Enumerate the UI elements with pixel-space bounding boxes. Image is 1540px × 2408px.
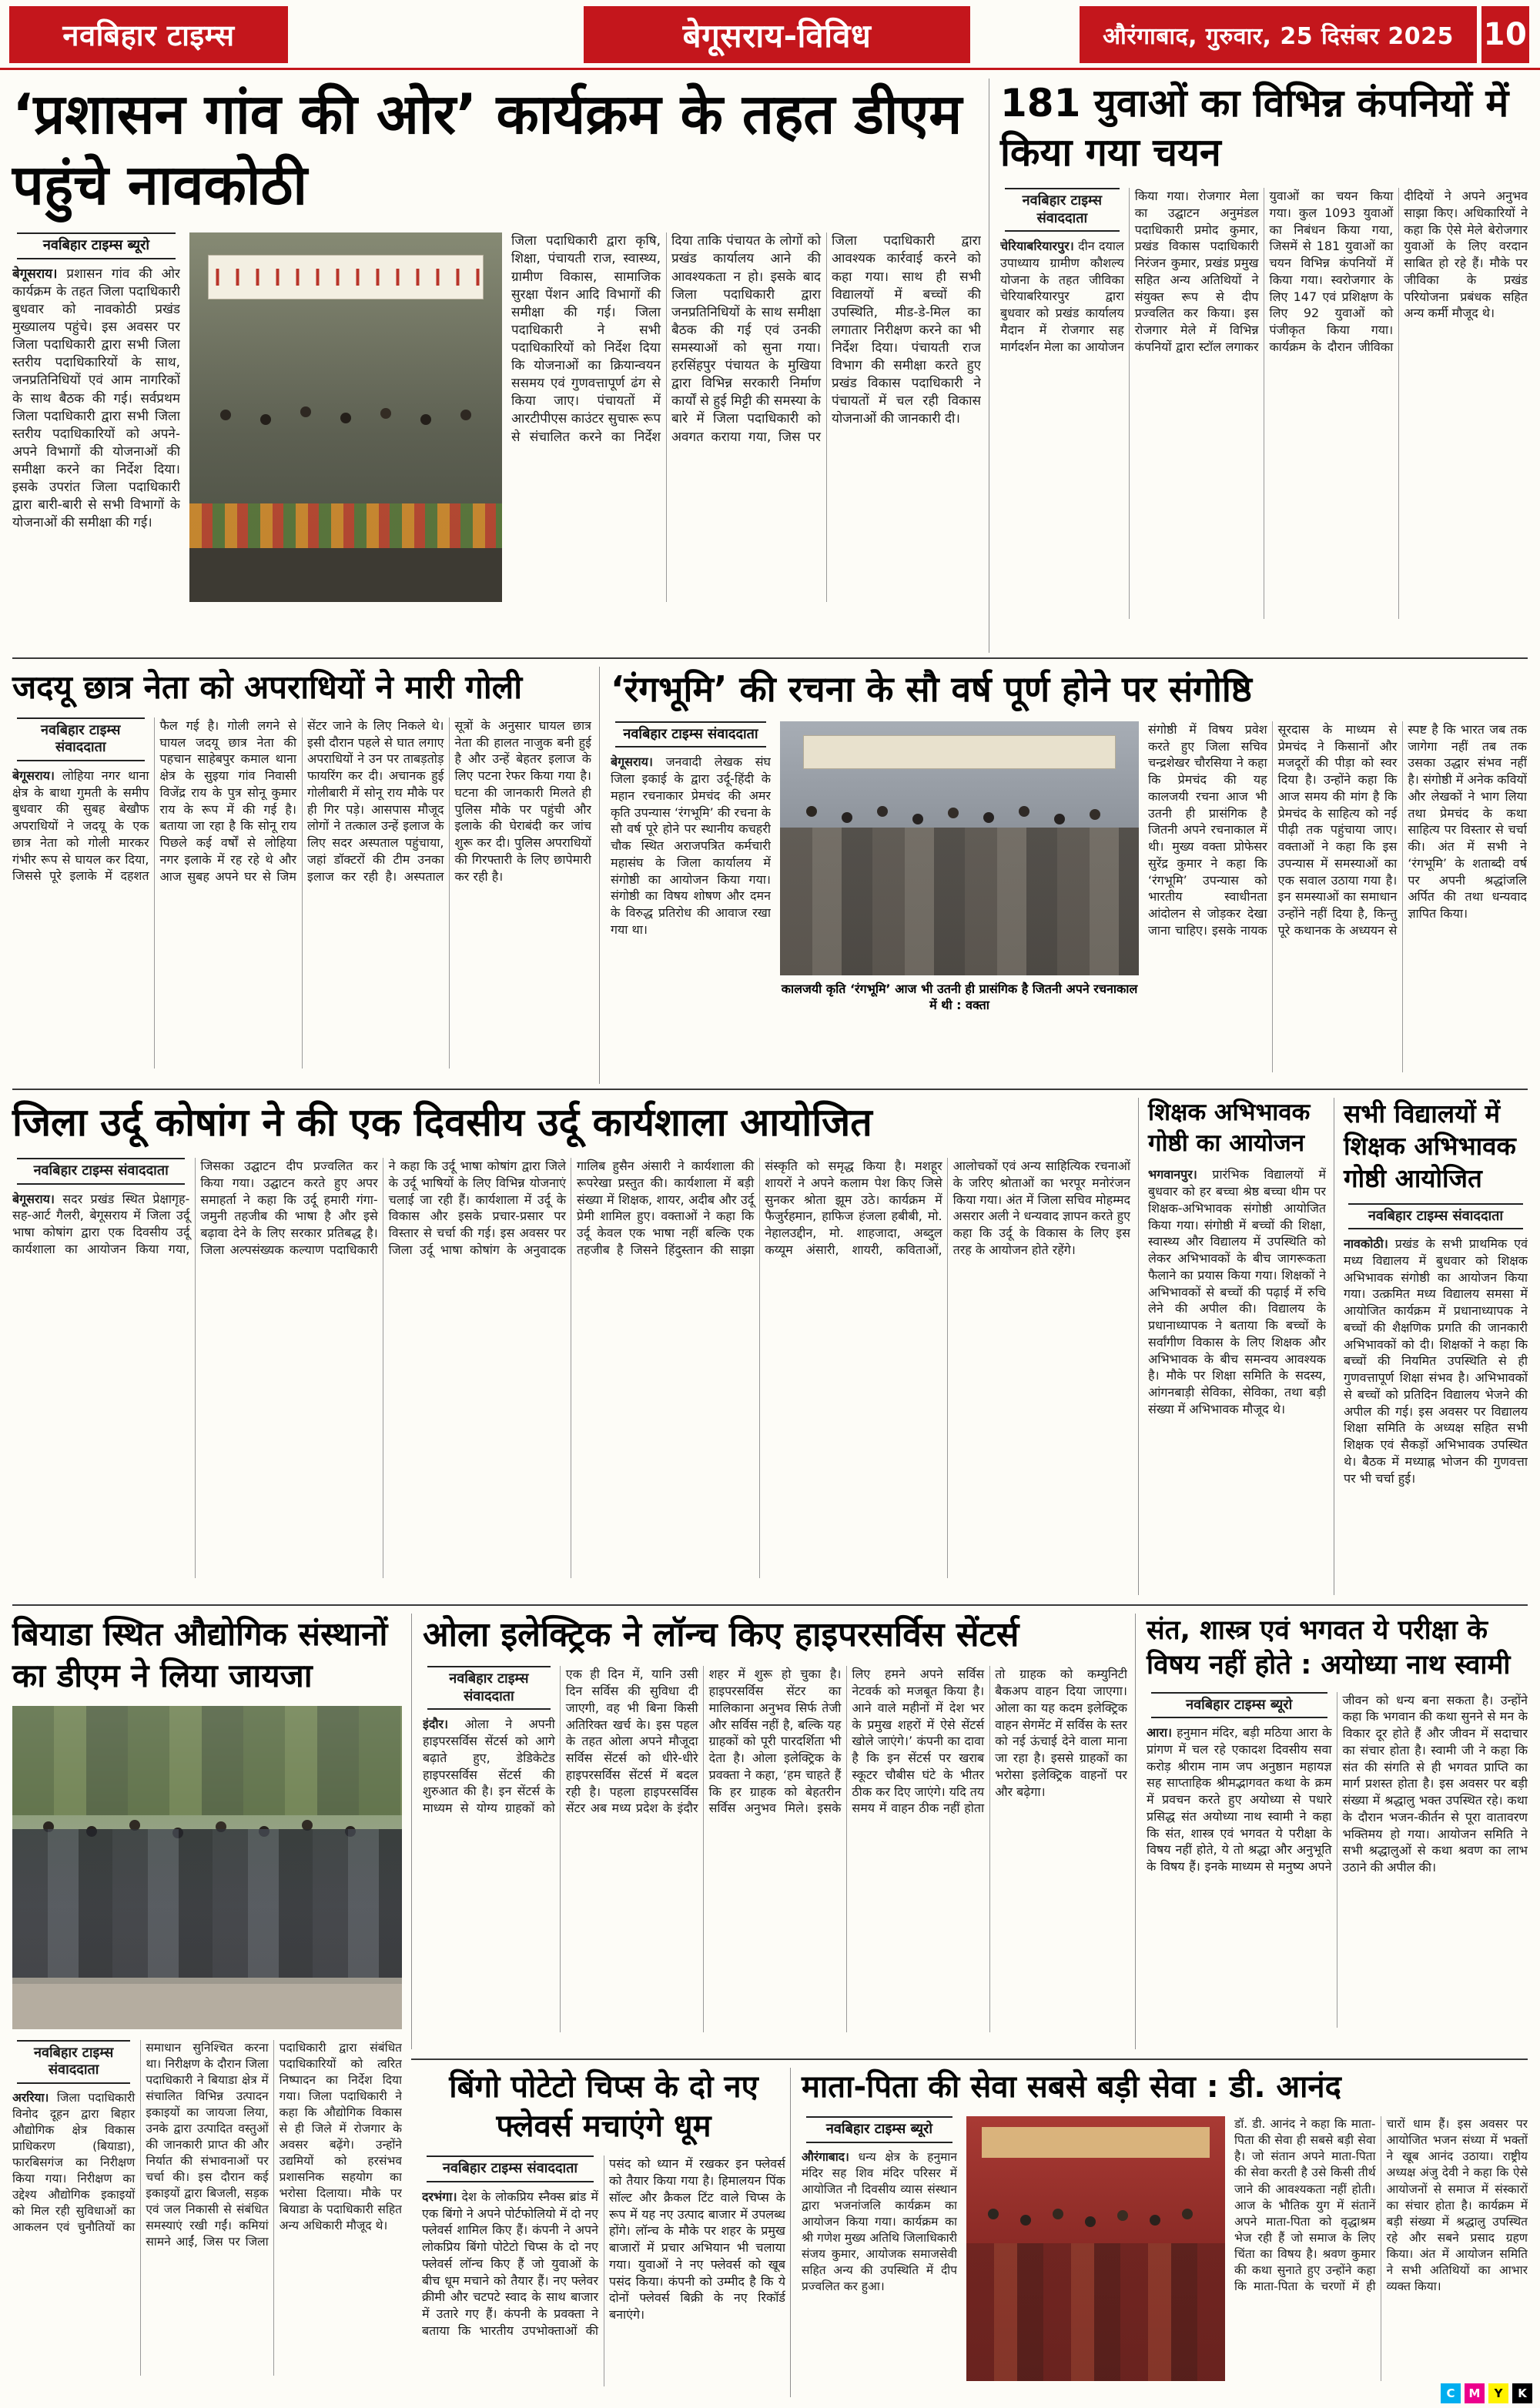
section-divider [12, 1089, 1528, 1090]
article-sant-pravachan [1135, 1614, 1528, 2049]
flower-garlands [189, 503, 502, 548]
people-silhouettes [220, 410, 231, 420]
article-headline: सभी विद्यालयों में शिक्षक अभिभावक गोष्ठी आयोजित [1344, 1099, 1516, 1194]
cyan-mark: C [1441, 2383, 1461, 2403]
article-byline: नवबिहार टाइम्स ब्यूरो [17, 232, 176, 259]
article-text: नवबिहार टाइम्स संवाददाता नावकोठी। प्रखंड के सभी प्राथमिक एवं मध्य विद्यालय में बुधवार को शिक्षक अभिभावक संगोष्ठी का आयोजन किया गया। उत्क्रमित मध्य विद्यालय समसा में आयोजित कार्यक्रम में प्रधानाध्यापक ने बच्चों की शैक्षणिक प्रगति की जानकारी अभिभावकों को दी। शिक्षकों ने कहा कि बच्चों की नियमित उपस्थिति से ही गुणवत्तापूर्ण शिक्षा संभव है। अभिभावकों से बच्चों को प्रतिदिन विद्यालय भेजने की अपील की गई। इस अवसर पर विद्यालय शिक्षा समिति के अध्यक्ष सहित सभी शिक्षक एवं सैकड़ों अभिभावक उपस्थित थे। बैठक में मध्याह्न भोजन की गुणवत्ता पर भी चर्चा हुई। [1344, 1203, 1528, 1573]
article-text: बेगूसराय। जनवादी लेखक संघ जिला इकाई के द्वारा उर्दू-हिंदी के महान रचनाकार प्रेमचंद की अमर कृति उपन्यास ‘रंगभूमि’ की रचना के सौ वर्ष पूरे होने पर स्थानीय कचहरी चौक स्थित अराजपत्रित कर्मचारी महासंघ के जिला कार्यालय में संगोष्ठी का आयोजन किया गया। संगोष्ठी का विषय शोषण और दमन के विरुद्ध प्रतिरोध की आवाज रखा गया था। [611, 754, 771, 937]
article-text: नवबिहार टाइम्स संवाददाता इंदौर। ओला ने अपनी हाइपरसर्विस सेंटर्स को आगे बढ़ाते हुए, डेडिकेटेड हाइपरसर्विस सेंटर्स की शुरुआत की है। इन सेंटर्स के माध्यम से योग्य ग्राहकों को एक ही दिन में, यानि उसी दिन सर्विस की सुविधा दी जाएगी, वह भी बिना किसी अतिरिक्त खर्च के। इस पहल के तहत ओला अपने मौजूदा सर्विस सेंटर्स को धीरे-धीरे हाइपरसर्विस सेंटर्स में बदल रही है। पहला हाइपरसर्विस सेंटर अब मध्य प्रदेश के इंदौर शहर में शुरू हो चुका है। हाइपरसर्विस सेंटर का मालिकाना अनुभव सिर्फ तेजी और सर्विस नहीं है, बल्कि यह ग्राहकों को पूरी पारदर्शिता भी देता है। ओला इलेक्ट्रिक के प्रवक्ता ने कहा, ‘हम चाहते हैं कि हर ग्राहक को बेहतरीन सर्विस अनुभव मिले। इसके लिए हमने अपने सर्विस नेटवर्क को मजबूत किया है। आने वाले महीनों में देश भर के प्रमुख शहरों में ऐसे सेंटर्स खोले जाएंगे।’ कंपनी का दावा है कि इन सेंटर्स पर खराब स्कूटर चौबीस घंटे के भीतर ठीक कर दिए जाएंगे। यदि तय समय में वाहन ठीक नहीं होता तो ग्राहक को कम्युनिटी बैकअप वाहन दिया जाएगा। ओला का यह कदम इलेक्ट्रिक वाहन सेगमेंट में सर्विस के स्तर को नई ऊंचाई देने वाला माना जा रहा है। इससे ग्राहकों का भरोसा इलेक्ट्रिक वाहनों पर और बढ़ेगा। [423, 1667, 1127, 1816]
yellow-mark: Y [1488, 2383, 1508, 2403]
devotees-group [966, 2243, 1225, 2381]
article-mata-pita-seva [790, 2068, 1528, 2397]
photo-bhajan-sandhya [966, 2116, 1225, 2381]
article-text: बेगूसराय। प्रशासन गांव की ओर कार्यक्रम के तहत जिला पदाधिकारी बुधवार को नावकोठी प्रखंड मुख्यालय पहुंचे। इस अवसर पर जिला पदाधिकारी द्वारा सभी जिला स्तरीय पदाधिकारियों के साथ, जनप्रतिनिधियों एवं आम नागरिकों के साथ बैठक की गई। सर्वप्रथम जिला पदाधिकारी द्वारा सभी जिला स्तरीय पदाधिकारियों को अपने-अपने विभागों की योजनाओं की समीक्षा करने का निर्देश दिया। इसके उपरांत जिला पदाधिकारी द्वारा बारी-बारी से सभी विभागों के योजनाओं की समीक्षा की गई। [12, 266, 180, 531]
article-text: डॉ. डी. आनंद ने कहा कि माता-पिता की सेवा ही सबसे बड़ी सेवा है। जो संतान अपने माता-पिता की सेवा करती है उसे किसी तीर्थ जाने की आवश्यकता नहीं होती। आज के भौतिक युग में संतानें अपने माता-पिता को वृद्धाश्रम भेज रही हैं जो समाज के लिए चिंता का विषय है। श्रवण कुमार की कथा सुनाते हुए उन्होंने कहा कि माता-पिता के चरणों में ही चारों धाम हैं। इस अवसर पर आयोजित भजन संध्या में भक्तों ने खूब आनंद उठाया। राष्ट्रीय अध्यक्ष अंजु देवी ने कहा कि ऐसे आयोजनों से समाज में संस्कारों का संचार होता है। कार्यक्रम में बड़ी संख्या में श्रद्धालु उपस्थित रहे और सबने प्रसाद ग्रहण किया। अंत में आयोजन समिति ने सभी अतिथियों का आभार व्यक्त किया। [1234, 2117, 1528, 2293]
seminar-banner [803, 735, 1116, 769]
article-dateline: नावकोठी। [1344, 1236, 1388, 1252]
people-silhouettes [988, 2209, 999, 2219]
article-text: नवबिहार टाइम्स संवाददाता बेगूसराय। लोहिया नगर थाना क्षेत्र के बाथा गुमती के समीप बुधवार की सुबह बेखौफ अपराधियों ने जदयू के एक छात्र नेता को गोली मारकर गंभीर रूप से घायल कर दिया, जिससे पूरे इलाके में दहशत फैल गई है। गोली लगने से घायल जदयू छात्र नेता की पहचान साहेबपुर कमाल थाना क्षेत्र के सुइया गांव निवासी विजेंद्र राय के पुत्र सोनू कुमार राय के रूप में की गई है। बताया जा रहा है कि सोनू राय पिछले कई वर्षों से लोहिया नगर इलाके में रह रहे थे और आज सुबह अपने घर से जिम सेंटर जाने के लिए निकले थे। इसी दौरान पहले से घात लगाए अपराधियों ने उन पर ताबड़तोड़ फायरिंग कर दी। अचानक हुई गोलीबारी में सोनू राय मौके पर ही गिर पड़े। आसपास मौजूद लोगों ने तत्काल उन्हें इलाज के लिए सदर अस्पताल पहुंचाया, जहां डॉक्टरों की टीम उनका इलाज कर रही है। अस्पताल सूत्रों के अनुसार घायल छात्र नेता की हालत नाजुक बनी हुई है और उन्हें बेहतर इलाज के लिए पटना रेफर किया गया है। घटना की जानकारी मिलते ही पुलिस मौके पर पहुंची और इलाके की घेराबंदी कर जांच शुरू कर दी। पुलिस अपराधियों की गिरफ्तारी के लिए छापेमारी कर रही है। [12, 717, 591, 884]
article-byline: नवबिहार टाइम्स संवाददाता [17, 1158, 185, 1185]
article-goshthi-bhagwanpur [1138, 1098, 1326, 1595]
print-color-marks [1441, 2383, 1532, 2403]
page-number: 10 [1481, 6, 1529, 63]
article-headline: शिक्षक अभिभावक गोष्ठी का आयोजन [1148, 1099, 1311, 1157]
photo-biyada-inspection [12, 1706, 402, 2029]
article-dateline: बेगूसराय। [611, 754, 653, 770]
people-silhouettes [806, 806, 817, 817]
article-ola-hyperservice [411, 1614, 1127, 2049]
article-text: भगवानपुर। प्रारंभिक विद्यालयों में बुधवार को हर बच्चा श्रेष्ठ बच्चा थीम पर शिक्षक-अभिभावक संगोष्ठी आयोजित किया गया। संगोष्ठी में बच्चों की शिक्षा, स्वास्थ्य और विद्यालय में उपस्थिति को लेकर अभिभावकों के बीच जागरूकता फैलाने का प्रयास किया गया। शिक्षकों ने अभिभावकों से बच्चों की पढ़ाई में रुचि लेने की अपील की। विद्यालय के प्रधानाध्यापक ने बताया कि बच्चों के सर्वांगीण विकास के लिए शिक्षक और अभिभावक के बीच समन्वय आवश्यक है। मौके पर शिक्षा समिति के सदस्य, आंगनबाड़ी सेविका, सेविका, तथा बड़ी संख्या में अभिभावक मौजूद थे। [1148, 1167, 1326, 1416]
magenta-mark: M [1465, 2383, 1485, 2403]
article-byline: नवबिहार टाइम्स संवाददाता [17, 717, 145, 761]
article-headline: माता-पिता की सेवा सबसे बड़ी सेवा : डी. आनंद [802, 2069, 1341, 2105]
article-text: औरंगाबाद। धन्य क्षेत्र के हनुमान मंदिर सह शिव मंदिर परिसर में आयोजित नौ दिवसीय व्यास संस्थान द्वारा भजनांजलि कार्यक्रम का आयोजन किया गया। कार्यक्रम का श्री गणेश मुख्य अतिथि जिलाधिकारी संजय कुमार, आयोजक समाजसेवी सहित अन्य की उपस्थिति में दीप प्रज्वलित कर हुआ। [802, 2149, 957, 2294]
article-headline: संत, शास्त्र एवं भगवत ये परीक्षा के विषय नहीं होते : अयोध्या नाथ स्वामी [1147, 1615, 1511, 1681]
article-headline: ओला इलेक्ट्रिक ने लॉन्च किए हाइपरसर्विस सेंटर्स [423, 1615, 1019, 1654]
article-headline: बिंगो पोटेटो चिप्स के दो नए फ्लेवर्स मचाएंगे धूम [449, 2069, 758, 2145]
article-dateline: आरा। [1147, 1725, 1173, 1741]
officials-group [12, 1829, 402, 1978]
ground [12, 1984, 402, 2029]
article-rangbhoomi [599, 667, 1528, 1084]
article-dateline: इंदौर। [423, 1717, 449, 1732]
article-goshthi-navkothi [1334, 1098, 1528, 1595]
photo-rangbhoomi-seminar [780, 721, 1139, 975]
article-text: संगोष्ठी में विषय प्रवेश करते हुए जिला सचिव चन्द्रशेखर चौरसिया ने कहा कि प्रेमचंद की यह कालजयी रचना आज भी उतनी ही प्रासंगिक है जितनी अपने रचनाकाल में थी। मुख्य वक्ता प्रोफेसर सुरेंद्र कुमार ने कहा कि ‘रंगभूमि’ उपन्यास को भारतीय स्वाधीनता आंदोलन से जोड़कर देखा जाना चाहिए। इसके नायक सूरदास के माध्यम से प्रेमचंद ने किसानों और मजदूरों की पीड़ा को स्वर दिया है। उन्होंने कहा कि आज समय की मांग है कि प्रेमचंद के साहित्य को नई पीढ़ी तक पहुंचाया जाए। वक्ताओं ने कहा कि इस उपन्यास में समस्याओं का एक सवाल उठाया गया है। इन समस्याओं का समाधान उन्होंने नहीं दिया है, किन्तु पूरे कथानक के अध्ययन से स्पष्ट है कि भारत जब तक जागेगा नहीं तब तक उसका उद्धार संभव नहीं है। संगोष्ठी में अनेक कवियों और लेखकों ने भाग लिया तथा प्रेमचंद के कथा साहित्य पर विस्तार से चर्चा की। अंत में सभी ने ‘रंगभूमि’ के शताब्दी वर्ष पर अपनी श्रद्धांजलि अर्पित की तथा धन्यवाद ज्ञापित किया। [1148, 721, 1527, 938]
dais-table [189, 548, 502, 602]
article-byline: नवबिहार टाइम्स ब्यूरो [806, 2116, 952, 2143]
article-dateline: बेगूसराय। [12, 266, 58, 282]
article-text: जिला पदाधिकारी द्वारा कृषि, शिक्षा, पंचायती राज, स्वास्थ्य, ग्रामीण विकास, सामाजिक सुरक्षा पेंशन आदि विभागों की समीक्षा की गई। जिला पदाधिकारी ने सभी पदाधिकारियों को निर्देश दिया कि योजनाओं का क्रियान्वयन ससमय एवं गुणवत्तापूर्ण ढंग से किया जाए। पंचायतों में आरटीपीएस काउंटर सुचारू रूप से संचालित करने का निर्देश दिया ताकि पंचायत के लोगों को प्रखंड कार्यालय आने की आवश्यकता न हो। इसके बाद जिला पदाधिकारी द्वारा जनप्रतिनिधियों के साथ समीक्षा बैठक की गई एवं उनकी समस्याओं को सुना गया। हरसिंहपुर पंचायत के मुखिया द्वारा विभिन्न सरकारी निर्माण कार्यों से हुई मिट्टी की समस्या के बारे में जिला पदाधिकारी को अवगत कराया गया, जिस पर जिला पदाधिकारी द्वारा आवश्यक कार्रवाई करने को कहा गया। साथ ही सभी विद्यालयों में बच्चों की उपस्थिति, मीड-डे-मिल का लगातार निरीक्षण करने का भी निर्देश दिया। पंचायती राज विभाग की समीक्षा करते हुए प्रखंड विकास पदाधिकारी ने पंचायतों में चल रही विकास योजनाओं की जानकारी दी। [511, 233, 981, 445]
section-title: बेगूसराय-विविध [584, 6, 970, 63]
masthead-rule [0, 68, 1540, 70]
article-byline: नवबिहार टाइम्स संवाददाता [17, 2040, 130, 2084]
article-dateline: भगवानपुर। [1148, 1167, 1197, 1182]
standing-group [780, 828, 1139, 975]
article-headline: बियाडा स्थित औद्योगिक संस्थानों का डीएम ने लिया जायजा [12, 1615, 388, 1694]
section-divider [12, 657, 1528, 659]
article-headline: ‘प्रशासन गांव की ओर’ कार्यक्रम के तहत डीएम पहुंचे नावकोठी [12, 82, 962, 218]
article-byline: नवबिहार टाइम्स ब्यूरो [1151, 1692, 1327, 1719]
article-byline: नवबिहार टाइम्स संवाददाता [615, 721, 766, 748]
trees [12, 1706, 402, 1816]
article-byline: नवबिहार टाइम्स संवाददाता [1005, 188, 1120, 232]
edition-date: औरंगाबाद, गुरुवार, 25 दिसंबर 2025 [1080, 6, 1477, 63]
article-byline: नवबिहार टाइम्स संवाददाता [427, 1666, 551, 1710]
photo-caption: कालजयी कृति ‘रंगभूमि’ आज भी उतनी ही प्रासंगिक है जितनी अपने रचनाकाल में थी : वक्ता [781, 981, 1138, 1012]
black-mark: K [1512, 2383, 1532, 2403]
article-dateline: दरभंगा। [422, 2189, 457, 2204]
article-biyada-jayja [12, 1614, 402, 2397]
article-text: नवबिहार टाइम्स संवाददाता दरभंगा। देश के लोकप्रिय स्नैक्स ब्रांड में एक बिंगो ने अपने पोर्टफोलियो में दो नए फ्लेवर्स शामिल किए हैं। कंपनी ने अपने लोकप्रिय बिंगो पोटेटो चिप्स के दो नए फ्लेवर्स लॉन्च किए हैं जो युवाओं के बीच धूम मचाने को तैयार हैं। नए फ्लेवर क्रीमी और चटपटे स्वाद के साथ बाजार में उतारे गए हैं। कंपनी के प्रवक्ता ने बताया कि भारतीय उपभोक्ताओं की पसंद को ध्यान में रखकर इन फ्लेवर्स को तैयार किया गया है। हिमालयन पिंक सॉल्ट और क्रैकल टिंट वाले चिप्स के रूप में यह नए उत्पाद बाजार में उपलब्ध होंगे। लॉन्च के मौके पर शहर के प्रमुख बाजारों में प्रचार अभियान भी चलाया गया। युवाओं ने नए फ्लेवर्स को खूब पसंद किया। कंपनी को उम्मीद है कि ये दोनों फ्लेवर्स बिक्री के नए रिकॉर्ड बनाएंगे। [422, 2156, 785, 2338]
article-text: नवबिहार टाइम्स संवाददाता बेगूसराय। सदर प्रखंड स्थित प्रेक्षागृह-सह-आर्ट गैलरी, बेगूसराय में जिला उर्दू भाषा कोषांग द्वारा एक दिवसीय उर्दू कार्यशाला का आयोजन किया गया, जिसका उद्घाटन दीप प्रज्वलित कर किया गया। उद्घाटन करते हुए अपर समाहर्ता ने कहा कि उर्दू हमारी गंगा-जमुनी तहजीब की भाषा है और इसे बढ़ावा देने के लिए सरकार प्रतिबद्ध है। जिला अल्पसंख्यक कल्याण पदाधिकारी ने कहा कि उर्दू भाषा कोषांग द्वारा जिले के उर्दू भाषियों के लिए विभिन्न योजनाएं चलाई जा रही हैं। कार्यशाला में उर्दू के विकास और इसके प्रचार-प्रसार पर विस्तार से चर्चा की गई। इस अवसर पर जिला उर्दू भाषा कोषांग के अनुवादक गालिब हुसैन अंसारी ने कार्यशाला की रूपरेखा प्रस्तुत की। कार्यशाला में बड़ी संख्या में शिक्षक, शायर, अदीब और उर्दू प्रेमी शामिल हुए। वक्ताओं ने कहा कि उर्दू केवल एक भाषा नहीं बल्कि एक तहजीब है जिसने हिंदुस्तान की साझा संस्कृति को समृद्ध किया है। मशहूर शायरों ने अपने कलाम पेश किए जिसे सुनकर श्रोता झूम उठे। कार्यक्रम में फैजुर्रहमान, हाफिज हंजला हबीबी, मो. नेहालउद्दीन, मो. शाहजादा, अब्दुल कय्यूम अंसारी, शायरी, कविताओं, आलोचकों एवं अन्य साहित्यिक रचनाओं के जरिए श्रोताओं का भरपूर मनोरंजन किया गया। अंत में जिला सचिव मोहम्मद असरार अली ने धन्यवाद ज्ञापन करते हुए कहा कि उर्दू के विकास के लिए इस तरह के आयोजन होते रहेंगे। [12, 1159, 1130, 1257]
article-181-chayan [989, 79, 1528, 653]
article-dateline: अररिया। [12, 2090, 49, 2105]
article-headline: ‘रंगभूमि’ की रचना के सौ वर्ष पूर्ण होने पर संगोष्ठि [611, 668, 1252, 710]
article-text: नवबिहार टाइम्स ब्यूरो आरा। हनुमान मंदिर, बड़ी मठिया आरा के प्रांगण में चल रहे एकादश दिवसीय सवा करोड़ श्रीराम नाम जप अनुष्ठान महायज्ञ सह साप्ताहिक श्रीमद्भागवत कथा के क्रम में प्रवचन करते हुए अयोध्या से पधारे प्रसिद्ध संत अयोध्या नाथ स्वामी ने कहा कि संत, शास्त्र एवं भगवत ये परीक्षा के विषय नहीं होते, ये तो श्रद्धा और अनुभूति के विषय हैं। इनके माध्यम से मनुष्य अपने जीवन को धन्य बना सकता है। उन्होंने कहा कि भगवान की कथा सुनने से मन के विकार दूर होते हैं और जीवन में सदाचार का संचार होता है। स्वामी जी ने कहा कि संत की संगति से ही भगवत प्राप्ति का मार्ग प्रशस्त होता है। इस अवसर पर बड़ी संख्या में श्रद्धालु भक्त उपस्थित रहे। कथा के दौरान भजन-कीर्तन से पूरा वातावरण भक्तिमय हो गया। आयोजन समिति ने सभी श्रद्धालुओं से कथा श्रवण का लाभ उठाने की अपील की। [1147, 1692, 1528, 1875]
article-headline: 181 युवाओं का विभिन्न कंपनियों में किया गया चयन [1000, 81, 1509, 175]
decor-banner [982, 2127, 1210, 2158]
article-text: नवबिहार टाइम्स संवाददाता अररिया। जिला पदाधिकारी विनोद दूहन द्वारा बिहार औद्योगिक क्षेत्र विकास प्राधिकरण (बियाडा), फारबिसगंज का निरीक्षण किया गया। निरीक्षण का उद्देश्य औद्योगिक इकाइयों को मिल रही सुविधाओं का आकलन एवं चुनौतियों का समाधान सुनिश्चित करना था। निरीक्षण के दौरान जिला पदाधिकारी ने बियाडा क्षेत्र में संचालित विभिन्न उत्पादन इकाइयों का जायजा लिया, उनके द्वारा उत्पादित वस्तुओं की जानकारी प्राप्त की और निर्यात की संभावनाओं पर चर्चा की। इस दौरान कई इकाइयों द्वारा बिजली, सड़क एवं जल निकासी से संबंधित समस्याएं रखी गईं। कमियां सामने आईं, जिस पर जिला पदाधिकारी द्वारा संबंधित पदाधिकारियों को त्वरित निष्पादन का निर्देश दिया गया। जिला पदाधिकारी ने कहा कि औद्योगिक विकास से ही जिले में रोजगार के अवसर बढ़ेंगे। उन्होंने उद्यमियों को हरसंभव प्रशासनिक सहयोग का भरोसा दिलाया। मौके पर बियाडा के पदाधिकारी सहित अन्य अधिकारी मौजूद थे। [12, 2040, 402, 2249]
masthead-title: नवबिहार टाइम्स [9, 6, 288, 63]
article-bingo-chips [411, 2068, 785, 2397]
article-headline: जिला उर्दू कोषांग ने की एक दिवसीय उर्दू कार्यशाला आयोजित [12, 1100, 872, 1145]
article-dateline: बेगूसराय। [12, 1191, 55, 1206]
article-byline: नवबिहार टाइम्स संवाददाता [427, 2155, 594, 2182]
article-urdu-karyashala [12, 1098, 1130, 1595]
article-dateline: चेरियाबरियारपुर। [1000, 239, 1074, 253]
article-byline: नवबिहार टाइम्स संवाददाता [1348, 1203, 1523, 1230]
article-text: नवबिहार टाइम्स संवाददाता चेरियाबरियारपुर। दीन दयाल उपाध्याय ग्रामीण कौशल्य योजना के तहत जीविका चेरियाबरियारपुर द्वारा बुधवार को प्रखंड कार्यालय मैदान में रोजगार सह मार्गदर्शन मेला का आयोजन किया गया। रोजगार मेला का उद्घाटन अनुमंडल पदाधिकारी प्रमोद कुमार, प्रखंड विकास पदाधिकारी निरंजन कुमार, प्रखंड प्रमुख सहित अन्य अतिथियों ने संयुक्त रूप से दीप प्रज्वलित कर किया। इस रोजगार मेले में विभिन्न कंपनियों द्वारा स्टॉल लगाकर युवाओं का चयन किया गया। कुल 1093 युवाओं का निबंधन किया गया, जिसमें से 181 युवाओं का चयन विभिन्न कंपनियों में किया गया। स्वरोजगार के लिए 147 एवं प्रशिक्षण के लिए 92 युवाओं को पंजीकृत किया गया। कार्यक्रम के दौरान जीविका दीदियों ने अपने अनुभव साझा किए। अधिकारियों ने कहा कि ऐसे मेले बेरोजगार युवाओं के लिए वरदान साबित हो रहे हैं। मौके पर जीविका के प्रखंड परियोजना प्रबंधक सहित अन्य कर्मी मौजूद थे। [1000, 189, 1528, 354]
article-jdu-goli [12, 667, 591, 1084]
article-dateline: औरंगाबाद। [802, 2149, 849, 2164]
section-divider [411, 2059, 1528, 2060]
article-dateline: बेगूसराय। [12, 768, 55, 783]
event-banner [208, 255, 483, 299]
photo-dm-navkothi-event [189, 232, 502, 602]
article-headline: जदयू छात्र नेता को अपराधियों ने मारी गोली [12, 668, 523, 706]
section-divider [12, 1604, 1528, 1606]
article-dm-navkothi [12, 79, 981, 653]
